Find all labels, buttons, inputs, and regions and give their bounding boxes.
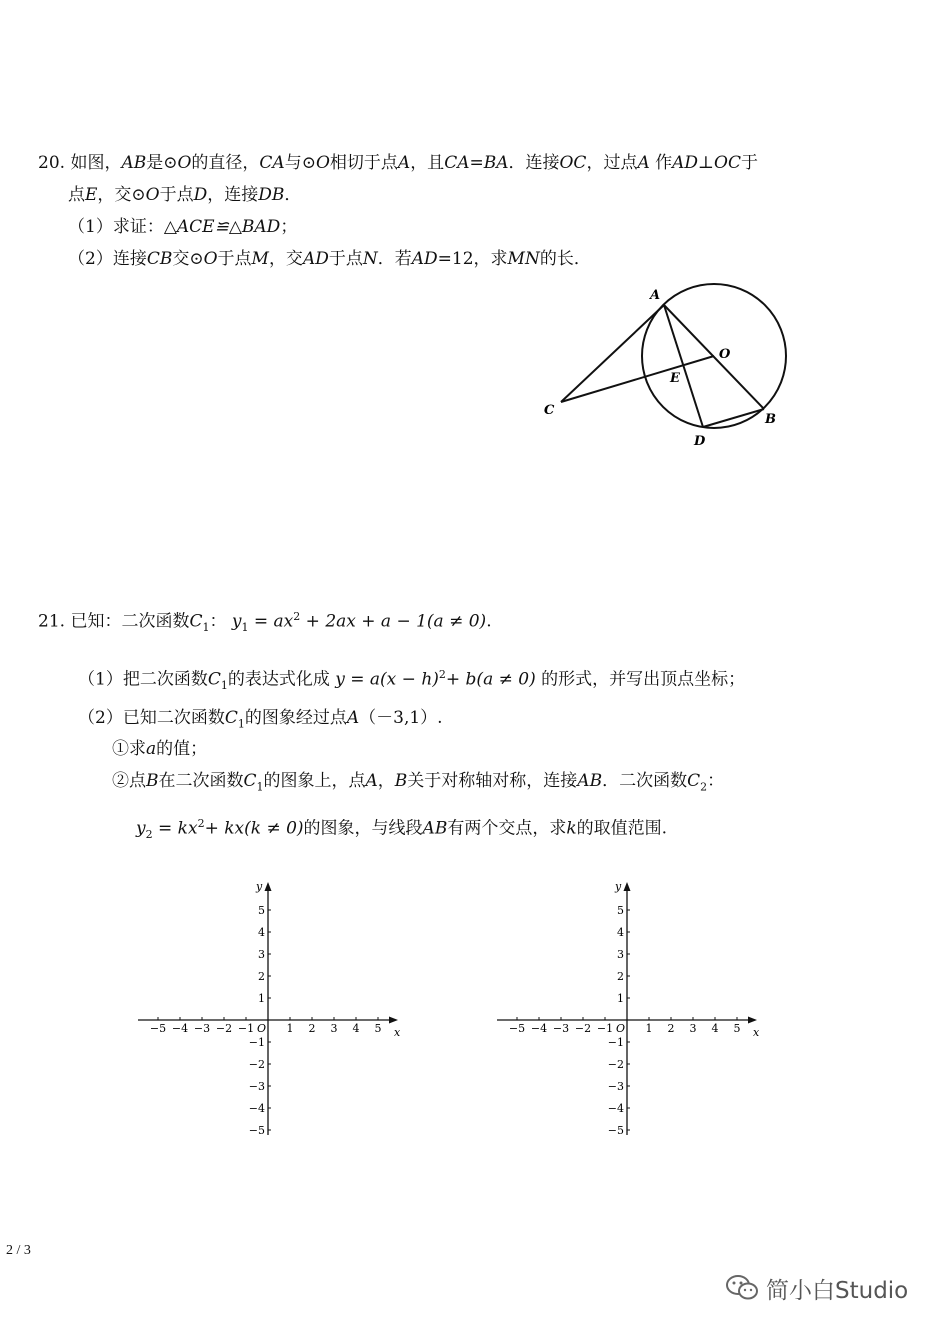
q21-number: 21. xyxy=(38,611,66,632)
x-tick-label: −3 xyxy=(193,1022,211,1035)
origin-label: O xyxy=(257,1022,267,1035)
x-axis-label: x xyxy=(394,1026,401,1039)
q20-line2: 点E，交⊙O于点D，连接DB． xyxy=(68,185,302,205)
y-tick-label: 2 xyxy=(258,970,265,983)
x-tick-label: 2 xyxy=(308,1022,316,1035)
y-tick-label: 4 xyxy=(617,926,624,939)
label-a: A xyxy=(650,288,661,303)
y-tick-label: 1 xyxy=(258,992,265,1005)
label-o: O xyxy=(719,347,731,362)
x-tick-label: −4 xyxy=(171,1022,189,1035)
y-tick-label: −3 xyxy=(248,1080,265,1093)
x-tick-label: 1 xyxy=(286,1022,294,1035)
y-tick-label: 1 xyxy=(617,992,624,1005)
x-tick-label: 3 xyxy=(330,1022,338,1035)
x-tick-label: 5 xyxy=(374,1022,382,1035)
x-tick-label: −2 xyxy=(215,1022,233,1035)
q20-part2: （2）连接CB交⊙O于点M，交AD于点N．若AD=12，求MN的长． xyxy=(68,249,591,269)
x-tick-label: −1 xyxy=(596,1022,614,1035)
segment-co xyxy=(561,356,714,402)
segment-ad xyxy=(664,305,703,427)
y-axis-arrow xyxy=(265,882,272,891)
q21-line1: 21. 已知：二次函数$C_1$： $y_1 = ax^2 + 2ax + a - 1(a \ne 0)$. xyxy=(38,610,492,635)
y-axis-label: y xyxy=(256,880,263,893)
q21-part2: （2）已知二次函数$C_1$的图象经过点A（－3,1）. xyxy=(78,708,443,731)
label-c: C xyxy=(544,403,555,418)
y-tick-label: −2 xyxy=(607,1058,624,1071)
coordinate-axes-right xyxy=(491,872,771,1142)
label-d: D xyxy=(694,434,706,449)
label-b: B xyxy=(765,412,776,427)
y-tick-label: −1 xyxy=(248,1036,265,1049)
y-axis-arrow xyxy=(624,882,631,891)
x-tick-label: −5 xyxy=(508,1022,526,1035)
x-tick-label: 2 xyxy=(667,1022,675,1035)
y-tick-label: 3 xyxy=(617,948,624,961)
y-tick-label: −4 xyxy=(248,1102,265,1115)
wechat-icon xyxy=(724,1273,760,1303)
x-tick-label: −3 xyxy=(552,1022,570,1035)
x-tick-label: −1 xyxy=(237,1022,255,1035)
x-tick-label: 4 xyxy=(352,1022,360,1035)
watermark xyxy=(724,1268,908,1308)
y-tick-label: −2 xyxy=(248,1058,265,1071)
x-tick-label: 4 xyxy=(711,1022,719,1035)
geometry-figure xyxy=(530,280,800,450)
y-tick-label: −4 xyxy=(607,1102,624,1115)
x-tick-label: 3 xyxy=(689,1022,697,1035)
x-tick-label: 1 xyxy=(645,1022,653,1035)
label-e: E xyxy=(670,371,680,386)
y-tick-label: −5 xyxy=(607,1124,624,1137)
q21-part1: （1）把二次函数$C_1$的表达式化成 $y = a(x - h)^2+ b(a \ne 0)$ 的形式，并写出顶点坐标； xyxy=(78,668,746,693)
q21-sub3: $y_2 = kx^2+ kx(k \ne 0)$的图象，与线段AB有两个交点，求k的取值范围. xyxy=(136,817,668,842)
x-tick-label: −4 xyxy=(530,1022,548,1035)
x-axis-arrow xyxy=(389,1017,398,1024)
q21-sub1: ①求a的值； xyxy=(112,739,208,759)
x-axis-arrow xyxy=(748,1017,757,1024)
y-tick-label: 3 xyxy=(258,948,265,961)
x-tick-label: −5 xyxy=(149,1022,167,1035)
y-tick-label: 2 xyxy=(617,970,624,983)
y-tick-label: −5 xyxy=(248,1124,265,1137)
y-tick-label: 4 xyxy=(258,926,265,939)
q21-sub2: ②点B在二次函数$C_1$的图象上，点A，B关于对称轴对称，连接AB．二次函数$C_2$： xyxy=(112,771,725,794)
q20-part1: （1）求证：△ACE≌△BAD； xyxy=(68,217,298,237)
x-tick-label: 5 xyxy=(733,1022,741,1035)
q20-number: 20. xyxy=(38,153,66,173)
y-tick-label: −1 xyxy=(607,1036,624,1049)
y-tick-label: 5 xyxy=(258,904,265,917)
watermark-text: 简小白Studio xyxy=(766,1277,909,1304)
x-axis-label: x xyxy=(753,1026,760,1039)
q20-line1: 20. 如图，AB是⊙O的直径，CA与⊙O相切于点A，且CA=BA．连接OC，过点A 作AD⊥OC于 xyxy=(38,153,758,173)
origin-label: O xyxy=(616,1022,626,1035)
y-axis-label: y xyxy=(615,880,622,893)
x-tick-label: −2 xyxy=(574,1022,592,1035)
y-tick-label: −3 xyxy=(607,1080,624,1093)
coordinate-axes-left xyxy=(132,872,412,1142)
y-tick-label: 5 xyxy=(617,904,624,917)
page-number: 2 / 3 xyxy=(6,1243,31,1258)
